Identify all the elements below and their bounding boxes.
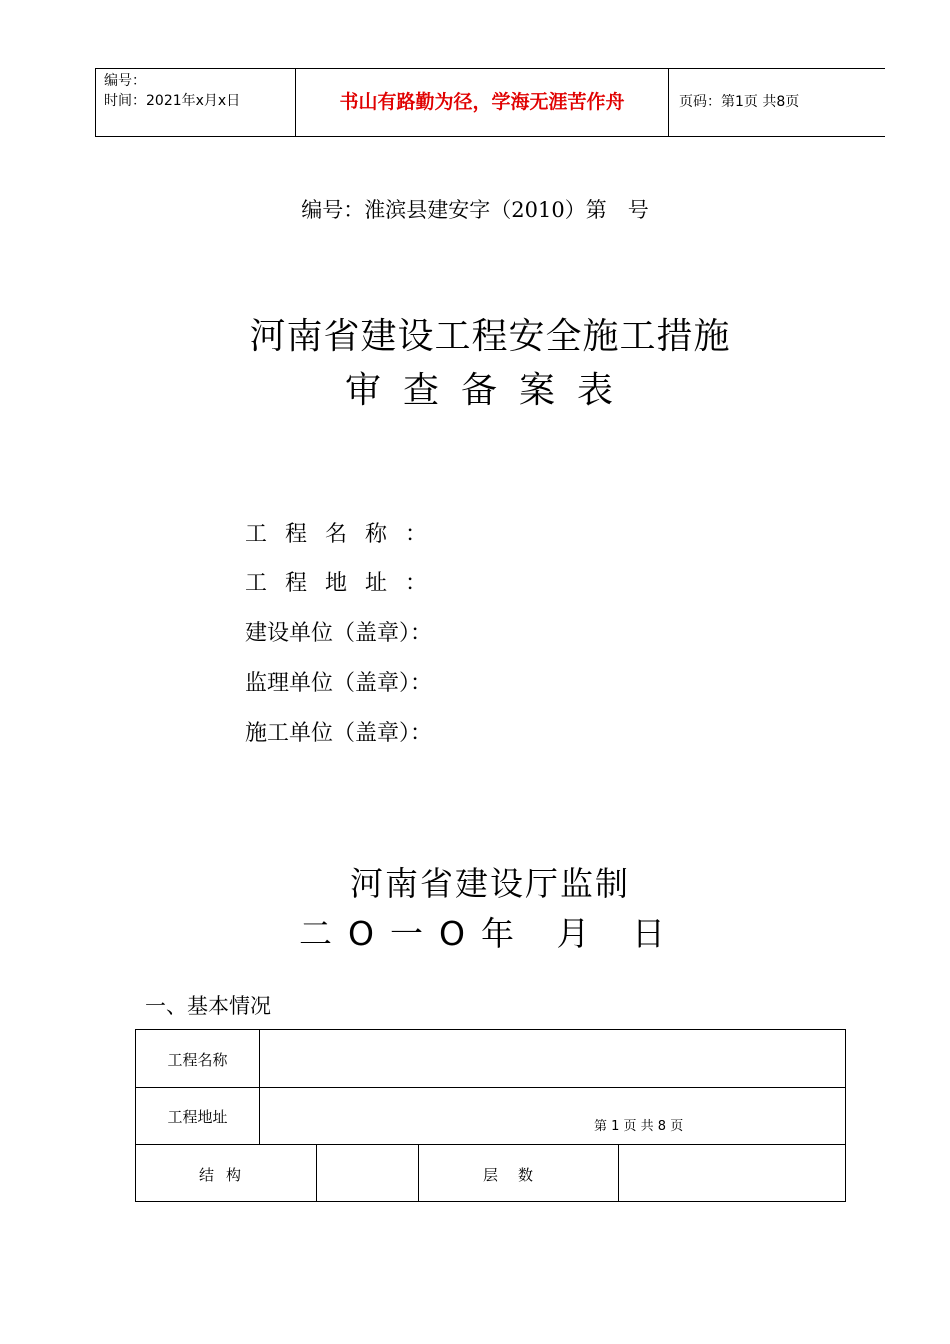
- document-title-line2: 审查备案表: [344, 370, 635, 411]
- label-project-name: 工程名称: [167, 1051, 228, 1069]
- field-project-address: 工程地址：: [245, 571, 446, 596]
- header-meta-cell: [95, 69, 296, 136]
- document-number: 编号：淮滨县建安字（2010）第 号: [301, 198, 649, 222]
- field-project-name: 工程名称：: [245, 522, 446, 547]
- header-page-info: 页码：第1页 共8页: [679, 94, 800, 110]
- table-col-divider: [618, 1144, 619, 1202]
- field-construction-unit: 建设单位（盖章）：: [245, 621, 433, 646]
- issuer: 河南省建设厅监制: [350, 864, 630, 903]
- field-supervision-unit: 监理单位（盖章）：: [245, 671, 433, 696]
- issue-date: 二O一O年 月 日: [299, 914, 681, 953]
- header-number-label: 编号：: [104, 73, 146, 89]
- page-footer: 第 1 页 共 8 页: [594, 1119, 684, 1134]
- field-builder-unit: 施工单位（盖章）：: [245, 721, 433, 746]
- label-project-address: 工程地址: [167, 1108, 228, 1126]
- document-title-line1: 河南省建设工程安全施工措施: [249, 316, 731, 357]
- header-motto: 书山有路勤为径，学海无涯苦作舟: [296, 69, 669, 136]
- table-col-divider: [316, 1144, 317, 1202]
- label-structure: 结构: [198, 1166, 253, 1184]
- table-col-divider: [259, 1030, 260, 1144]
- table-row-divider: [136, 1144, 845, 1145]
- header-time-label: 时间：2021年x月x日: [104, 93, 241, 109]
- basic-info-table: [135, 1029, 846, 1202]
- table-row-divider: [136, 1087, 845, 1088]
- header-table: [95, 68, 885, 137]
- section-title: 一、基本情况: [145, 994, 271, 1018]
- label-floors: 层数: [482, 1166, 553, 1184]
